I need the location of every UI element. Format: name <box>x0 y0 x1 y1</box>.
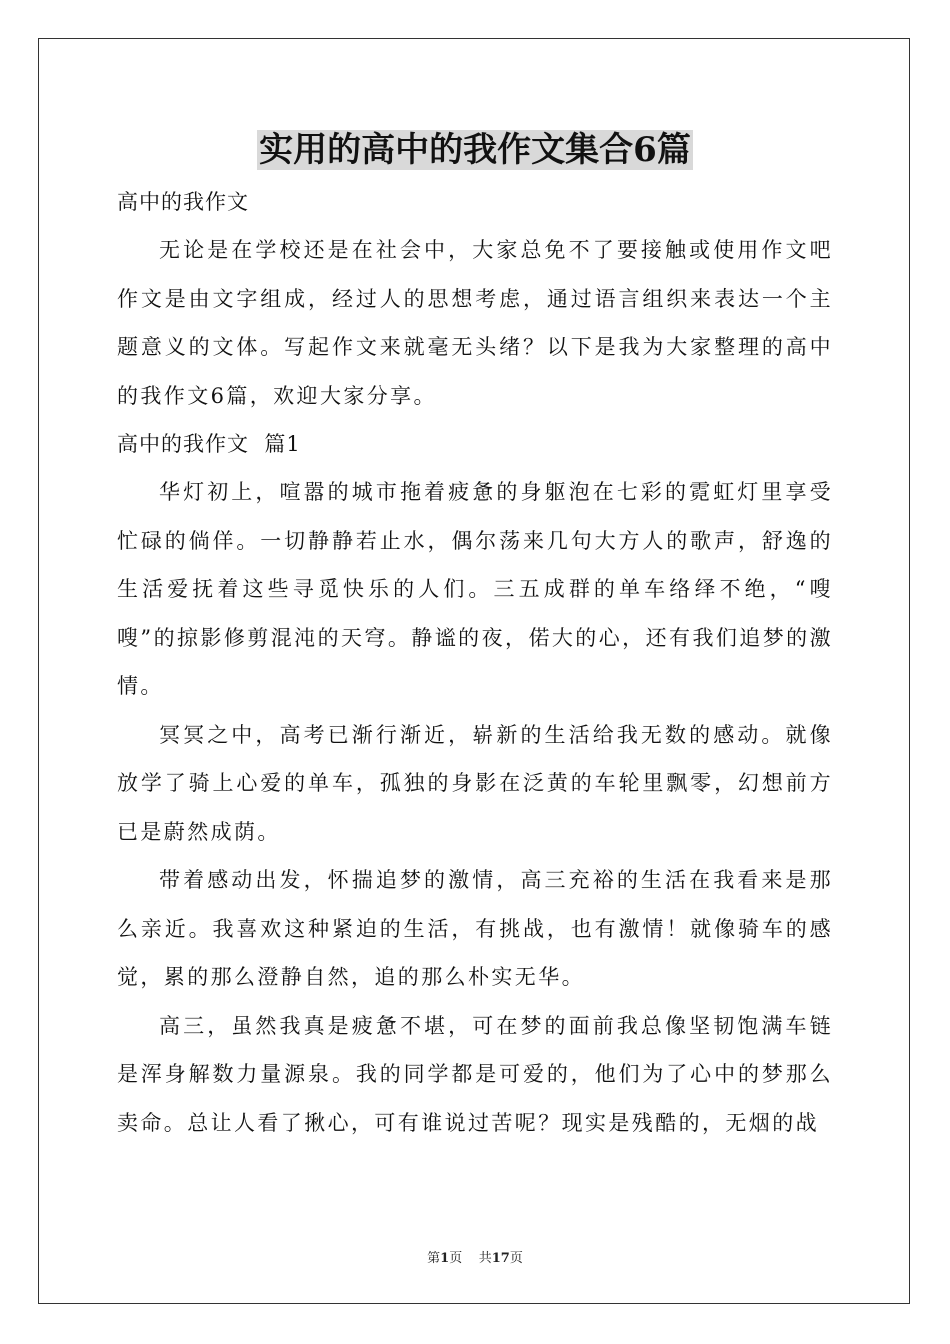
body-paragraph: 冥冥之中，高考已渐行渐近，崭新的生活给我无数的感动。就像放学了骑上心爱的单车，孤独的身影在泛黄的车轮里飘零，幻想前方已是蔚然成荫。 <box>117 722 833 844</box>
document-title-text: 实用的高中的我作文集合6篇 <box>259 130 691 170</box>
intro-paragraph: 无论是在学校还是在社会中，大家总免不了要接触或使用作文吧作文是由文字组成，经过人的思想考虑，通过语言组织来表达一个主题意义的文体。写起作文来就毫无头绪？以下是我为大家整理的高中的我作文6篇，欢迎大家分享。 <box>117 238 833 408</box>
body-paragraph: 华灯初上，喧嚣的城市拖着疲惫的身躯泡在七彩的霓虹灯里享受忙碌的倘佯。一切静静若止水，偶尔荡来几句大方人的歌声，舒逸的生活爱抚着这些寻觅快乐的人们。三五成群的单车络绎不绝，“嗖嗖”的掠影修剪混沌的天穹。静谧的夜，偌大的心，还有我们追梦的激情。 <box>117 480 833 698</box>
page-current: 1 <box>440 1251 450 1266</box>
page-footer <box>0 1247 950 1266</box>
total-suffix: 页 <box>509 1251 523 1266</box>
page-total: 17 <box>491 1251 510 1266</box>
page-prefix: 第 <box>427 1251 441 1266</box>
page-suffix: 页 <box>449 1251 463 1266</box>
body-paragraph: 带着感动出发，怀揣追梦的激情，高三充裕的生活在我看来是那么亲近。我喜欢这种紧迫的生活，有挑战，也有激情！就像骑车的感觉，累的那么澄静自然，追的那么朴实无华。 <box>117 868 833 989</box>
document-body <box>117 178 833 1147</box>
section-heading: 高中的我作文 篇1 <box>117 432 301 456</box>
document-subtitle: 高中的我作文 <box>117 190 249 214</box>
body-paragraph: 高三，虽然我真是疲惫不堪，可在梦的面前我总像坚韧饱满车链是浑身解数力量源泉。我的同学都是可爱的，他们为了心中的梦那么卖命。总让人看了揪心，可有谁说过苦呢？现实是残酷的，无烟的战 <box>117 1013 833 1135</box>
total-prefix: 共 <box>478 1251 492 1266</box>
document-title <box>0 128 950 172</box>
